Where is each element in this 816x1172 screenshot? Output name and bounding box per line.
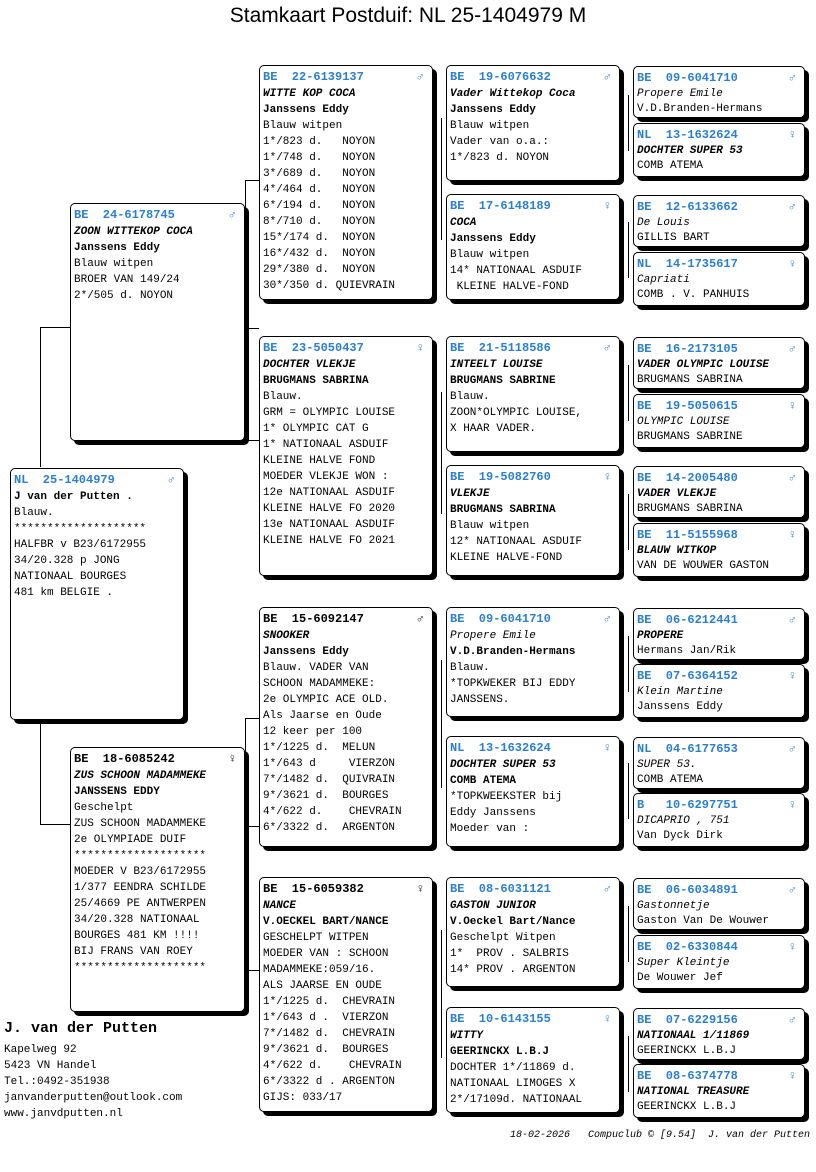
pigeon-name: PROPERE — [637, 630, 684, 642]
pigeon-name: Propere Emile — [450, 630, 536, 642]
mmm-card[interactable] — [446, 1007, 620, 1113]
male-icon: ♂ — [788, 471, 796, 485]
connector — [441, 392, 442, 514]
pigeon-name: DOCHTER SUPER 53 — [450, 759, 556, 771]
pigeon-name: NANCE — [263, 900, 297, 912]
male-icon: ♂ — [788, 883, 796, 897]
info-line: ALS JAARSE EN OUDE — [263, 980, 382, 992]
info-line: Blauw witpen — [450, 249, 530, 261]
male-icon: ♂ — [228, 208, 236, 222]
info-line: Blauw. — [450, 662, 490, 674]
info-line: MOEDER V B23/6172955 — [74, 866, 207, 878]
breeder: De Wouwer Jef — [637, 971, 723, 984]
owner-phone: Tel.:0492-351938 — [4, 1076, 110, 1088]
pigeon-name: VADER OLYMPIC LOUISE — [637, 359, 770, 371]
breeder: BRUGMANS SABRINA — [450, 504, 556, 516]
info-line: NATIONAAL BOURGES — [14, 571, 127, 583]
connector — [628, 494, 629, 550]
connector — [245, 440, 259, 441]
info-line: GRM = OLYMPIC LOUISE — [263, 407, 396, 419]
breeder: Gaston Van De Wouwer — [637, 914, 770, 927]
g1-card[interactable] — [633, 66, 805, 118]
female-icon: ♀ — [603, 199, 611, 213]
footer: 18-02-2026 Compuclub © [9.54] J. van der Putten — [509, 1130, 810, 1141]
info-line: 1*/748 d. NOYON — [263, 152, 376, 164]
fmf-card[interactable] — [446, 336, 620, 452]
father-card[interactable] — [70, 203, 245, 441]
connector — [628, 222, 629, 278]
breeder: BRUGMANS SABRINE — [450, 375, 556, 387]
subject-card[interactable] — [10, 468, 184, 720]
info-line: GESCHELPT WITPEN — [263, 932, 369, 944]
connector — [245, 718, 259, 719]
g5-card[interactable] — [633, 337, 805, 389]
pigeon-name: Propere Emile — [637, 88, 723, 100]
female-icon: ♀ — [603, 1012, 611, 1026]
pigeon-name: COCA — [450, 217, 477, 229]
info-line: Blauw. VADER VAN — [263, 662, 369, 674]
info-line: DOCHTER 1*/11869 d. — [450, 1062, 576, 1074]
mother-card[interactable] — [70, 747, 245, 1012]
info-line: 1*/1225 d. CHEVRAIN — [263, 996, 396, 1008]
owner-website[interactable]: www.janvdputten.nl — [4, 1108, 123, 1120]
g2-card[interactable] — [633, 123, 805, 177]
breeder: Hermans Jan/Rik — [637, 644, 737, 657]
mf-card[interactable] — [259, 607, 433, 847]
mmf-card[interactable] — [446, 877, 620, 987]
info-line: KLEINE HALVE FO 2021 — [263, 535, 396, 547]
breeder: GEERINCKX L.B.J — [637, 1100, 737, 1113]
owner-email[interactable]: janvanderputten@outlook.com — [4, 1092, 183, 1104]
connector — [628, 1036, 629, 1092]
ring-number: BE 18-6085242 — [74, 752, 175, 766]
info-line: 9*/3621 d. BOURGES — [263, 1044, 389, 1056]
info-line: JANSSENS. — [450, 694, 510, 706]
ring-number: NL 13-1632624 — [637, 128, 738, 142]
ring-number: BE 07-6364152 — [637, 669, 738, 683]
g16-card[interactable] — [633, 1064, 805, 1118]
pigeon-name: Klein Martine — [637, 686, 723, 698]
breeder: V.Oeckel Bart/Nance — [450, 916, 576, 928]
g3-card[interactable] — [633, 195, 805, 247]
male-icon: ♂ — [603, 882, 611, 896]
pigeon-name: NATIONAL TREASURE — [637, 1086, 750, 1098]
info-line: 4*/622 d. CHEVRAIN — [263, 1060, 402, 1072]
info-line: X HAAR VADER. — [450, 423, 536, 435]
breeder: Janssens Eddy — [450, 104, 536, 116]
ring-number: NL 13-1632624 — [450, 741, 551, 755]
info-line: 4*/622 d. CHEVRAIN — [263, 806, 402, 818]
ring-number: NL 14-1735617 — [637, 257, 738, 271]
info-line: 6*/3322 d. ARGENTON — [263, 822, 396, 834]
info-line: 13e NATIONAAL ASDUIF — [263, 519, 396, 531]
pigeon-name: VADER VLEKJE — [637, 488, 717, 500]
breeder: GEERINCKX L.B.J — [450, 1046, 550, 1058]
pigeon-name: Super Kleintje — [637, 957, 730, 969]
info-line: Vader van o.a.: — [450, 136, 550, 148]
pigeon-name: WITTY — [450, 1030, 484, 1042]
breeder: Janssens Eddy — [263, 104, 349, 116]
breeder: BRUGMANS SABRINE — [637, 430, 743, 443]
female-icon: ♀ — [788, 669, 796, 683]
g13-card[interactable] — [633, 878, 805, 930]
info-line: 34/20.328 p JONG — [14, 555, 120, 567]
pigeon-name: VLEKJE — [450, 488, 490, 500]
info-line: Geschelpt Witpen — [450, 932, 556, 944]
info-line: J van der Putten . — [14, 491, 133, 503]
ff-card[interactable] — [259, 65, 433, 300]
info-line: *TOPKWEEKSTER bij — [450, 791, 563, 803]
info-line: 12e NATIONAAL ASDUIF — [263, 487, 396, 499]
connector — [441, 118, 442, 240]
info-line: 2e OLYMPIC ACE OLD. — [263, 694, 389, 706]
info-line: 12* NATIONAAL ASDUIF — [450, 536, 583, 548]
info-line: 1/377 EENDRA SCHILDE — [74, 882, 207, 894]
info-line: KLEINE HALVE FOND — [263, 455, 376, 467]
ring-number: BE 17-6148189 — [450, 199, 551, 213]
connector — [245, 718, 246, 970]
ring-number: BE 06-6034891 — [637, 883, 738, 897]
breeder: JANSSENS EDDY — [74, 786, 160, 798]
pigeon-name: ZOON WITTEKOP COCA — [74, 226, 193, 238]
connector — [245, 180, 246, 440]
ring-number: BE 19-6076632 — [450, 70, 551, 84]
mff-card[interactable] — [446, 607, 620, 717]
info-line: 3*/689 d. NOYON — [263, 168, 376, 180]
info-line: *TOPKWEKER BIJ EDDY — [450, 678, 576, 690]
info-line: KLEINE HALVE-FOND — [450, 281, 569, 293]
connector — [245, 826, 259, 827]
pigeon-name: BLAUW WITKOP — [637, 545, 717, 557]
info-line: Blauw. — [450, 391, 490, 403]
pigeon-name: Gastonnetje — [637, 900, 710, 912]
info-line: MADAMMEKE:059/16. — [263, 964, 376, 976]
g6-card[interactable] — [633, 394, 805, 448]
female-icon: ♀ — [603, 741, 611, 755]
male-icon: ♂ — [788, 71, 796, 85]
breeder: BRUGMANS SABRINA — [263, 375, 369, 387]
connector — [40, 720, 41, 824]
owner-city: 5423 VN Handel — [4, 1060, 97, 1072]
connector — [441, 930, 442, 1058]
info-line: KLEINE HALVE-FOND — [450, 552, 563, 564]
info-line: Moeder van : — [450, 823, 530, 835]
info-line: MOEDER VLEKJE WON : — [263, 471, 389, 483]
female-icon: ♀ — [603, 470, 611, 484]
ring-number: B 10-6297751 — [637, 798, 738, 812]
female-icon: ♀ — [788, 128, 796, 142]
info-line: Blauw witpen — [74, 258, 154, 270]
info-line: 2e OLYMPIADE DUIF — [74, 834, 187, 846]
breeder: GEERINCKX L.B.J — [637, 1044, 737, 1057]
info-line: ******************** — [74, 962, 207, 974]
info-line: 1* NATIONAAL ASDUIF — [263, 439, 389, 451]
info-line: SCHOON MADAMMEKE: — [263, 678, 376, 690]
ring-number: BE 02-6330844 — [637, 940, 738, 954]
breeder: GILLIS BART — [637, 231, 710, 244]
breeder: Janssens Eddy — [74, 242, 160, 254]
breeder: COMB . V. PANHUIS — [637, 288, 750, 301]
fmm-card[interactable] — [446, 465, 620, 576]
breeder: COMB ATEMA — [637, 159, 704, 172]
female-icon: ♀ — [416, 882, 424, 896]
owner-info — [4, 1018, 182, 1122]
info-line: 14* PROV . ARGENTON — [450, 964, 576, 976]
pigeon-name: ZUS SCHOON MADAMMEKE — [74, 770, 207, 782]
info-line: Blauw. — [263, 391, 303, 403]
info-line: 1* PROV . SALBRIS — [450, 948, 569, 960]
connector — [628, 95, 629, 151]
info-line: Blauw. — [14, 507, 54, 519]
male-icon: ♂ — [788, 342, 796, 356]
male-icon: ♂ — [416, 612, 424, 626]
info-line: 4*/464 d. NOYON — [263, 184, 376, 196]
ring-number: BE 22-6139137 — [263, 70, 364, 84]
connector — [628, 636, 629, 692]
g14-card[interactable] — [633, 935, 805, 989]
breeder: BRUGMANS SABRINA — [637, 502, 743, 515]
info-line: Als Jaarse en Oude — [263, 710, 382, 722]
info-line: MOEDER VAN : SCHOON — [263, 948, 389, 960]
ring-number: BE 16-2173105 — [637, 342, 738, 356]
pigeon-name: SNOOKER — [263, 630, 310, 642]
info-line: Blauw witpen — [263, 120, 343, 132]
g15-card[interactable] — [633, 1008, 805, 1060]
male-icon: ♂ — [788, 1013, 796, 1027]
breeder: V.D.Branden-Hermans — [450, 646, 576, 658]
info-line: 14* NATIONAAL ASDUIF — [450, 265, 583, 277]
info-line: 12 keer per 100 — [263, 726, 363, 738]
g11-card[interactable] — [633, 737, 805, 789]
info-line: 8*/710 d. NOYON — [263, 216, 376, 228]
info-line: 16*/432 d. NOYON — [263, 248, 376, 260]
pigeon-name: Vader Wittekop Coca — [450, 88, 576, 100]
male-icon: ♂ — [603, 70, 611, 84]
female-icon: ♀ — [228, 752, 236, 766]
ring-number: BE 14-2005480 — [637, 471, 738, 485]
connector — [628, 365, 629, 421]
ring-number: BE 06-6212441 — [637, 613, 738, 627]
ring-number: BE 21-5118586 — [450, 341, 551, 355]
info-line: GIJS: 033/17 — [263, 1092, 343, 1104]
ring-number: NL 25-1404979 — [14, 473, 115, 487]
info-line: KLEINE HALVE FO 2020 — [263, 503, 396, 515]
ring-number: NL 04-6177653 — [637, 742, 738, 756]
male-icon: ♂ — [416, 70, 424, 84]
ring-number: BE 11-5155968 — [637, 528, 738, 542]
info-line: 1* OLYMPIC CAT G — [263, 423, 369, 435]
info-line: BOURGES 481 KM !!!! — [74, 930, 200, 942]
ring-number: BE 09-6041710 — [637, 71, 738, 85]
male-icon: ♂ — [788, 613, 796, 627]
info-line: 34/20.328 NATIONAAL — [74, 914, 200, 926]
info-line: ZOON*OLYMPIC LOUISE, — [450, 407, 583, 419]
male-icon: ♂ — [603, 612, 611, 626]
pigeon-name: SUPER 53. — [637, 759, 697, 771]
breeder: VAN DE WOUWER GASTON — [637, 559, 770, 572]
info-line: 6*/3322 d . ARGENTON — [263, 1076, 396, 1088]
breeder: Janssens Eddy — [263, 646, 349, 658]
g9-card[interactable] — [633, 608, 805, 660]
info-line: Blauw witpen — [450, 520, 530, 532]
pigeon-name: DOCHTER VLEKJE — [263, 359, 356, 371]
pigeon-name: INTEELT LOUISE — [450, 359, 543, 371]
ring-number: BE 19-5050615 — [637, 399, 738, 413]
info-line: ******************** — [14, 523, 147, 535]
owner-name: J. van der Putten — [4, 1020, 158, 1037]
pigeon-name: GASTON JUNIOR — [450, 900, 536, 912]
ring-number: BE 24-6178745 — [74, 208, 175, 222]
ring-number: BE 15-6059382 — [263, 882, 364, 896]
info-line: 7*/1482 d. QUIVRAIN — [263, 774, 396, 786]
connector — [40, 327, 72, 328]
info-line: 1*/643 d VIERZON — [263, 758, 396, 770]
ring-number: BE 08-6031121 — [450, 882, 551, 896]
male-icon: ♂ — [167, 473, 175, 487]
ring-number: BE 15-6092147 — [263, 612, 364, 626]
info-line: BIJ FRANS VAN ROEY — [74, 946, 193, 958]
pigeon-name: DOCHTER SUPER 53 — [637, 145, 743, 157]
info-line: ******************** — [74, 850, 207, 862]
female-icon: ♀ — [416, 341, 424, 355]
female-icon: ♀ — [788, 798, 796, 812]
breeder: BRUGMANS SABRINA — [637, 373, 743, 386]
connector — [628, 906, 629, 962]
g7-card[interactable] — [633, 466, 805, 518]
pigeon-name: NATIONAAL 1/11869 — [637, 1030, 750, 1042]
breeder: V.OECKEL BART/NANCE — [263, 916, 389, 928]
g10-card[interactable] — [633, 664, 805, 718]
info-line: 30*/350 d. QUIEVRAIN — [263, 280, 396, 292]
pigeon-name: DICAPRIO , 751 — [637, 815, 730, 827]
pigeon-name: Capriati — [637, 274, 690, 286]
g4-card[interactable] — [633, 252, 805, 306]
male-icon: ♂ — [603, 341, 611, 355]
female-icon: ♀ — [788, 257, 796, 271]
info-line: Geschelpt — [74, 802, 134, 814]
female-icon: ♀ — [788, 940, 796, 954]
connector — [40, 824, 72, 825]
mm-card[interactable] — [259, 877, 433, 1112]
connector — [245, 328, 259, 329]
pigeon-name: OLYMPIC LOUISE — [637, 416, 730, 428]
breeder: V.D.Branden-Hermans — [637, 102, 763, 115]
connector — [245, 180, 259, 181]
male-icon: ♂ — [788, 742, 796, 756]
info-line: Blauw witpen — [450, 120, 530, 132]
info-line: 15*/174 d. NOYON — [263, 232, 376, 244]
info-line: ZUS SCHOON MADAMMEKE — [74, 818, 207, 830]
info-line: 29*/380 d. NOYON — [263, 264, 376, 276]
info-line: 1*/823 d. NOYON — [263, 136, 376, 148]
pigeon-name: De Louis — [637, 217, 690, 229]
info-line: 2*/17109d. NATIONAAL — [450, 1094, 583, 1106]
breeder: COMB ATEMA — [637, 773, 704, 786]
ring-number: BE 19-5082760 — [450, 470, 551, 484]
breeder: Janssens Eddy — [450, 233, 536, 245]
info-line: 1*/643 d . VIERZON — [263, 1012, 389, 1024]
g8-card[interactable] — [633, 523, 805, 577]
info-line: NATIONAAL LIMOGES X — [450, 1078, 576, 1090]
mfm-card[interactable] — [446, 736, 620, 847]
info-line: Eddy Janssens — [450, 807, 536, 819]
ring-number: BE 10-6143155 — [450, 1012, 551, 1026]
connector — [245, 970, 259, 971]
pigeon-name: WITTE KOP COCA — [263, 88, 356, 100]
ring-number: BE 09-6041710 — [450, 612, 551, 626]
page-title: Stamkaart Postduif: NL 25-1404979 M — [229, 4, 587, 27]
breeder: Van Dyck Dirk — [637, 829, 723, 842]
female-icon: ♀ — [788, 1069, 796, 1083]
breeder: COMB ATEMA — [450, 775, 517, 787]
fm-card[interactable] — [259, 336, 433, 576]
ffm-card[interactable] — [446, 194, 620, 300]
info-line: HALFBR v B23/6172955 — [14, 539, 147, 551]
info-line: 6*/194 d. NOYON — [263, 200, 376, 212]
connector — [441, 660, 442, 788]
male-icon: ♂ — [788, 200, 796, 214]
info-line: 481 km BELGIE . — [14, 587, 114, 599]
g12-card[interactable] — [633, 793, 805, 847]
info-line: 2*/505 d. NOYON — [74, 290, 174, 302]
fff-card[interactable] — [446, 65, 620, 181]
connector — [628, 763, 629, 819]
info-line: 25/4669 PE ANTWERPEN — [74, 898, 207, 910]
breeder: Janssens Eddy — [637, 700, 723, 713]
ring-number: BE 12-6133662 — [637, 200, 738, 214]
info-line: BROER VAN 149/24 — [74, 274, 180, 286]
female-icon: ♀ — [788, 399, 796, 413]
connector — [40, 327, 41, 467]
info-line: 7*/1482 d. CHEVRAIN — [263, 1028, 396, 1040]
info-line: 1*/823 d. NOYON — [450, 152, 550, 164]
ring-number: BE 23-5050437 — [263, 341, 364, 355]
female-icon: ♀ — [788, 528, 796, 542]
info-line: 9*/3621 d. BOURGES — [263, 790, 389, 802]
ring-number: BE 07-6229156 — [637, 1013, 738, 1027]
owner-address: Kapelweg 92 — [4, 1044, 77, 1056]
ring-number: BE 08-6374778 — [637, 1069, 738, 1083]
info-line: 1*/1225 d. MELUN — [263, 742, 376, 754]
